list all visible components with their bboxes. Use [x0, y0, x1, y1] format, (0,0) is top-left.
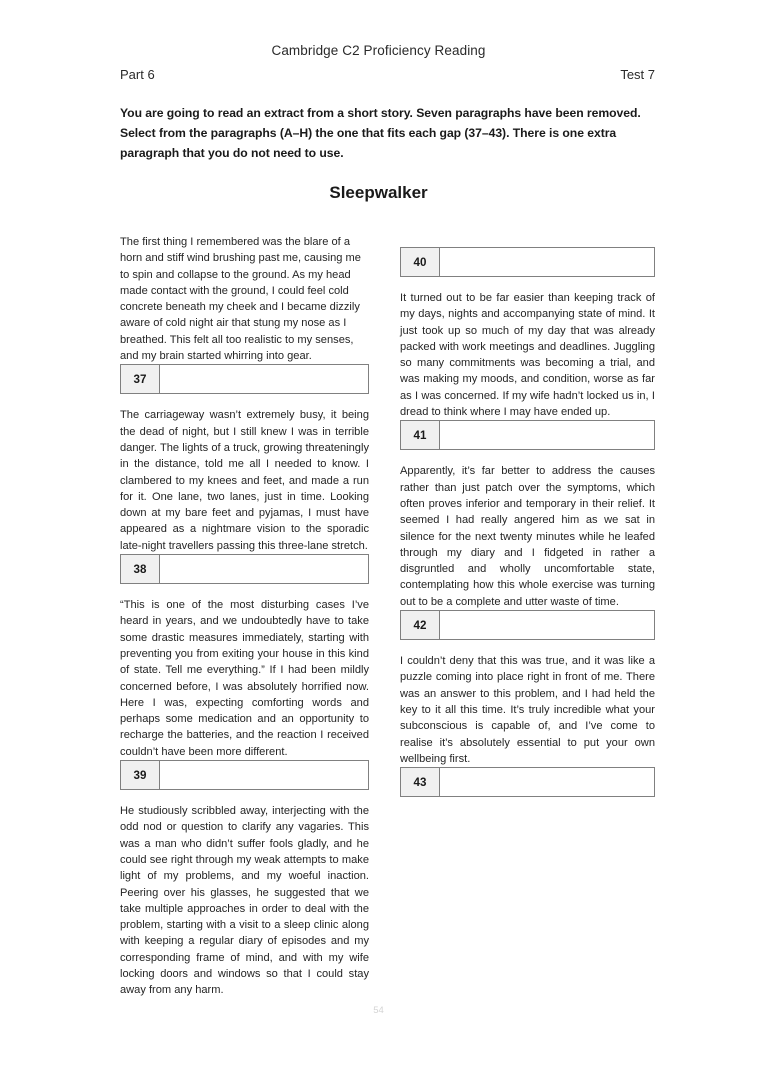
task-instructions: You are going to read an extract from a short story. Seven paragraphs have been removed. Select from the paragraphs (A–H) the one that fits each gap (37–43). There is one extra paragraph that you do not need to use.	[120, 106, 641, 161]
reading-paragraph: The first thing I remembered was the blare of a horn and stiff wind brushing past me, causing me to spin and collapse to the ground. As my head made contact with the ground, I could feel cold concrete beneath my cheek and I became dizzily aware of cold night air that stung my nose as I breathed. This felt all too realistic to my senses, and my brain started whirring into gear.	[120, 236, 361, 363]
gap-answer-box[interactable]	[120, 554, 369, 584]
gap-answer-box[interactable]	[400, 610, 655, 640]
page-header-title: Cambridge C2 Proficiency Reading	[271, 43, 486, 58]
part-label: Part 6	[120, 67, 155, 82]
reading-paragraph: It turned out to be far easier than keeping track of my days, nights and accompanying state of mind. It just took up so much of my day that was already packed with work meetings and deadlines. Juggling so many commitments was becoming a trial, and was making my moods, and condition, worse as far as I was concerned. If my wife hadn’t locked us in, I dread to think where I may have ended up.	[400, 292, 655, 419]
gap-number: 39	[121, 761, 160, 789]
gap-answer-field[interactable]	[440, 611, 654, 639]
gap-answer-box[interactable]	[120, 760, 369, 790]
right-column	[400, 234, 655, 999]
gap-answer-field[interactable]	[440, 768, 654, 796]
reading-paragraph: I couldn’t deny that this was true, and it was like a puzzle coming into place right in front of me. There was an answer to this problem, and I had held the key to it all this time. It’s truly incredible what your subconscious is capable of, and I’ve come to realise it’s absolutely essential to put your own wellbeing first.	[400, 655, 655, 765]
reading-paragraph: “This is one of the most disturbing cases I’ve heard in years, and we undoubtedly have to take some drastic measures immediately, starting with preventing you from exiting your house in this kind of state. Tell me everything.” If I had been mildly concerned before, I was absolutely horrified now. Here I was, expecting comforting words and perhaps some medication and an opportunity to recharge the batteries, and the reaction I received couldn’t have been more different.	[120, 599, 369, 758]
reading-paragraph: He studiously scribbled away, interjecting with the odd nod or question to clarify any vagaries. This was a man who didn’t suffer fools gladly, and he could see right through my weak attempts to make light of my problems, and my woeful inaction. Peering over his glasses, he suggested that we take multiple approaches in order to deal with the problem, starting with a visit to a sleep clinic along with keeping a regular diary of episodes and my corresponding frame of mind, and with my wife locking doors and windows so that I could stay away from any harm.	[120, 805, 369, 997]
gap-answer-box[interactable]	[120, 364, 369, 394]
gap-number: 42	[401, 611, 440, 639]
gap-number: 41	[401, 421, 440, 449]
gap-answer-box[interactable]	[400, 247, 655, 277]
left-column	[120, 234, 369, 999]
gap-answer-field[interactable]	[160, 555, 368, 583]
gap-answer-box[interactable]	[400, 767, 655, 797]
gap-answer-box[interactable]	[400, 420, 655, 450]
gap-number: 43	[401, 768, 440, 796]
page-runner	[120, 67, 655, 82]
gap-answer-field[interactable]	[440, 421, 654, 449]
gap-number: 40	[401, 248, 440, 276]
gap-answer-field[interactable]	[160, 761, 368, 789]
gap-number: 38	[121, 555, 160, 583]
page-number: 54	[373, 1005, 384, 1016]
gap-answer-field[interactable]	[160, 365, 368, 393]
reading-paragraph: The carriageway wasn’t extremely busy, it being the dead of night, but I still knew I was in terrible danger. The lights of a truck, growing threateningly in the distance, told me all I needed to know. I clambered to my knees and feet, and made a run for it. One lane, two lanes, just in time. Looking down at my bare feet and pyjamas, I must have appeared as a nightmare vision to the sporadic late-night travellers passing this three-lane stretch.	[120, 409, 369, 552]
story-title: Sleepwalker	[329, 183, 428, 202]
gap-number: 37	[121, 365, 160, 393]
test-label: Test 7	[620, 67, 655, 82]
gap-answer-field[interactable]	[440, 248, 654, 276]
reading-columns	[120, 234, 655, 999]
reading-paragraph: Apparently, it’s far better to address the causes rather than just patch over the symptoms, which often proves inferior and temporary in their relief. It seemed I had really angered him as we sat in silence for the next twenty minutes while he leafed through my diary and I fidgeted in rather a disgruntled and wholly uncomfortable state, contemplating how this whole exercise was turning out to be a complete and utter waste of time.	[400, 465, 655, 608]
